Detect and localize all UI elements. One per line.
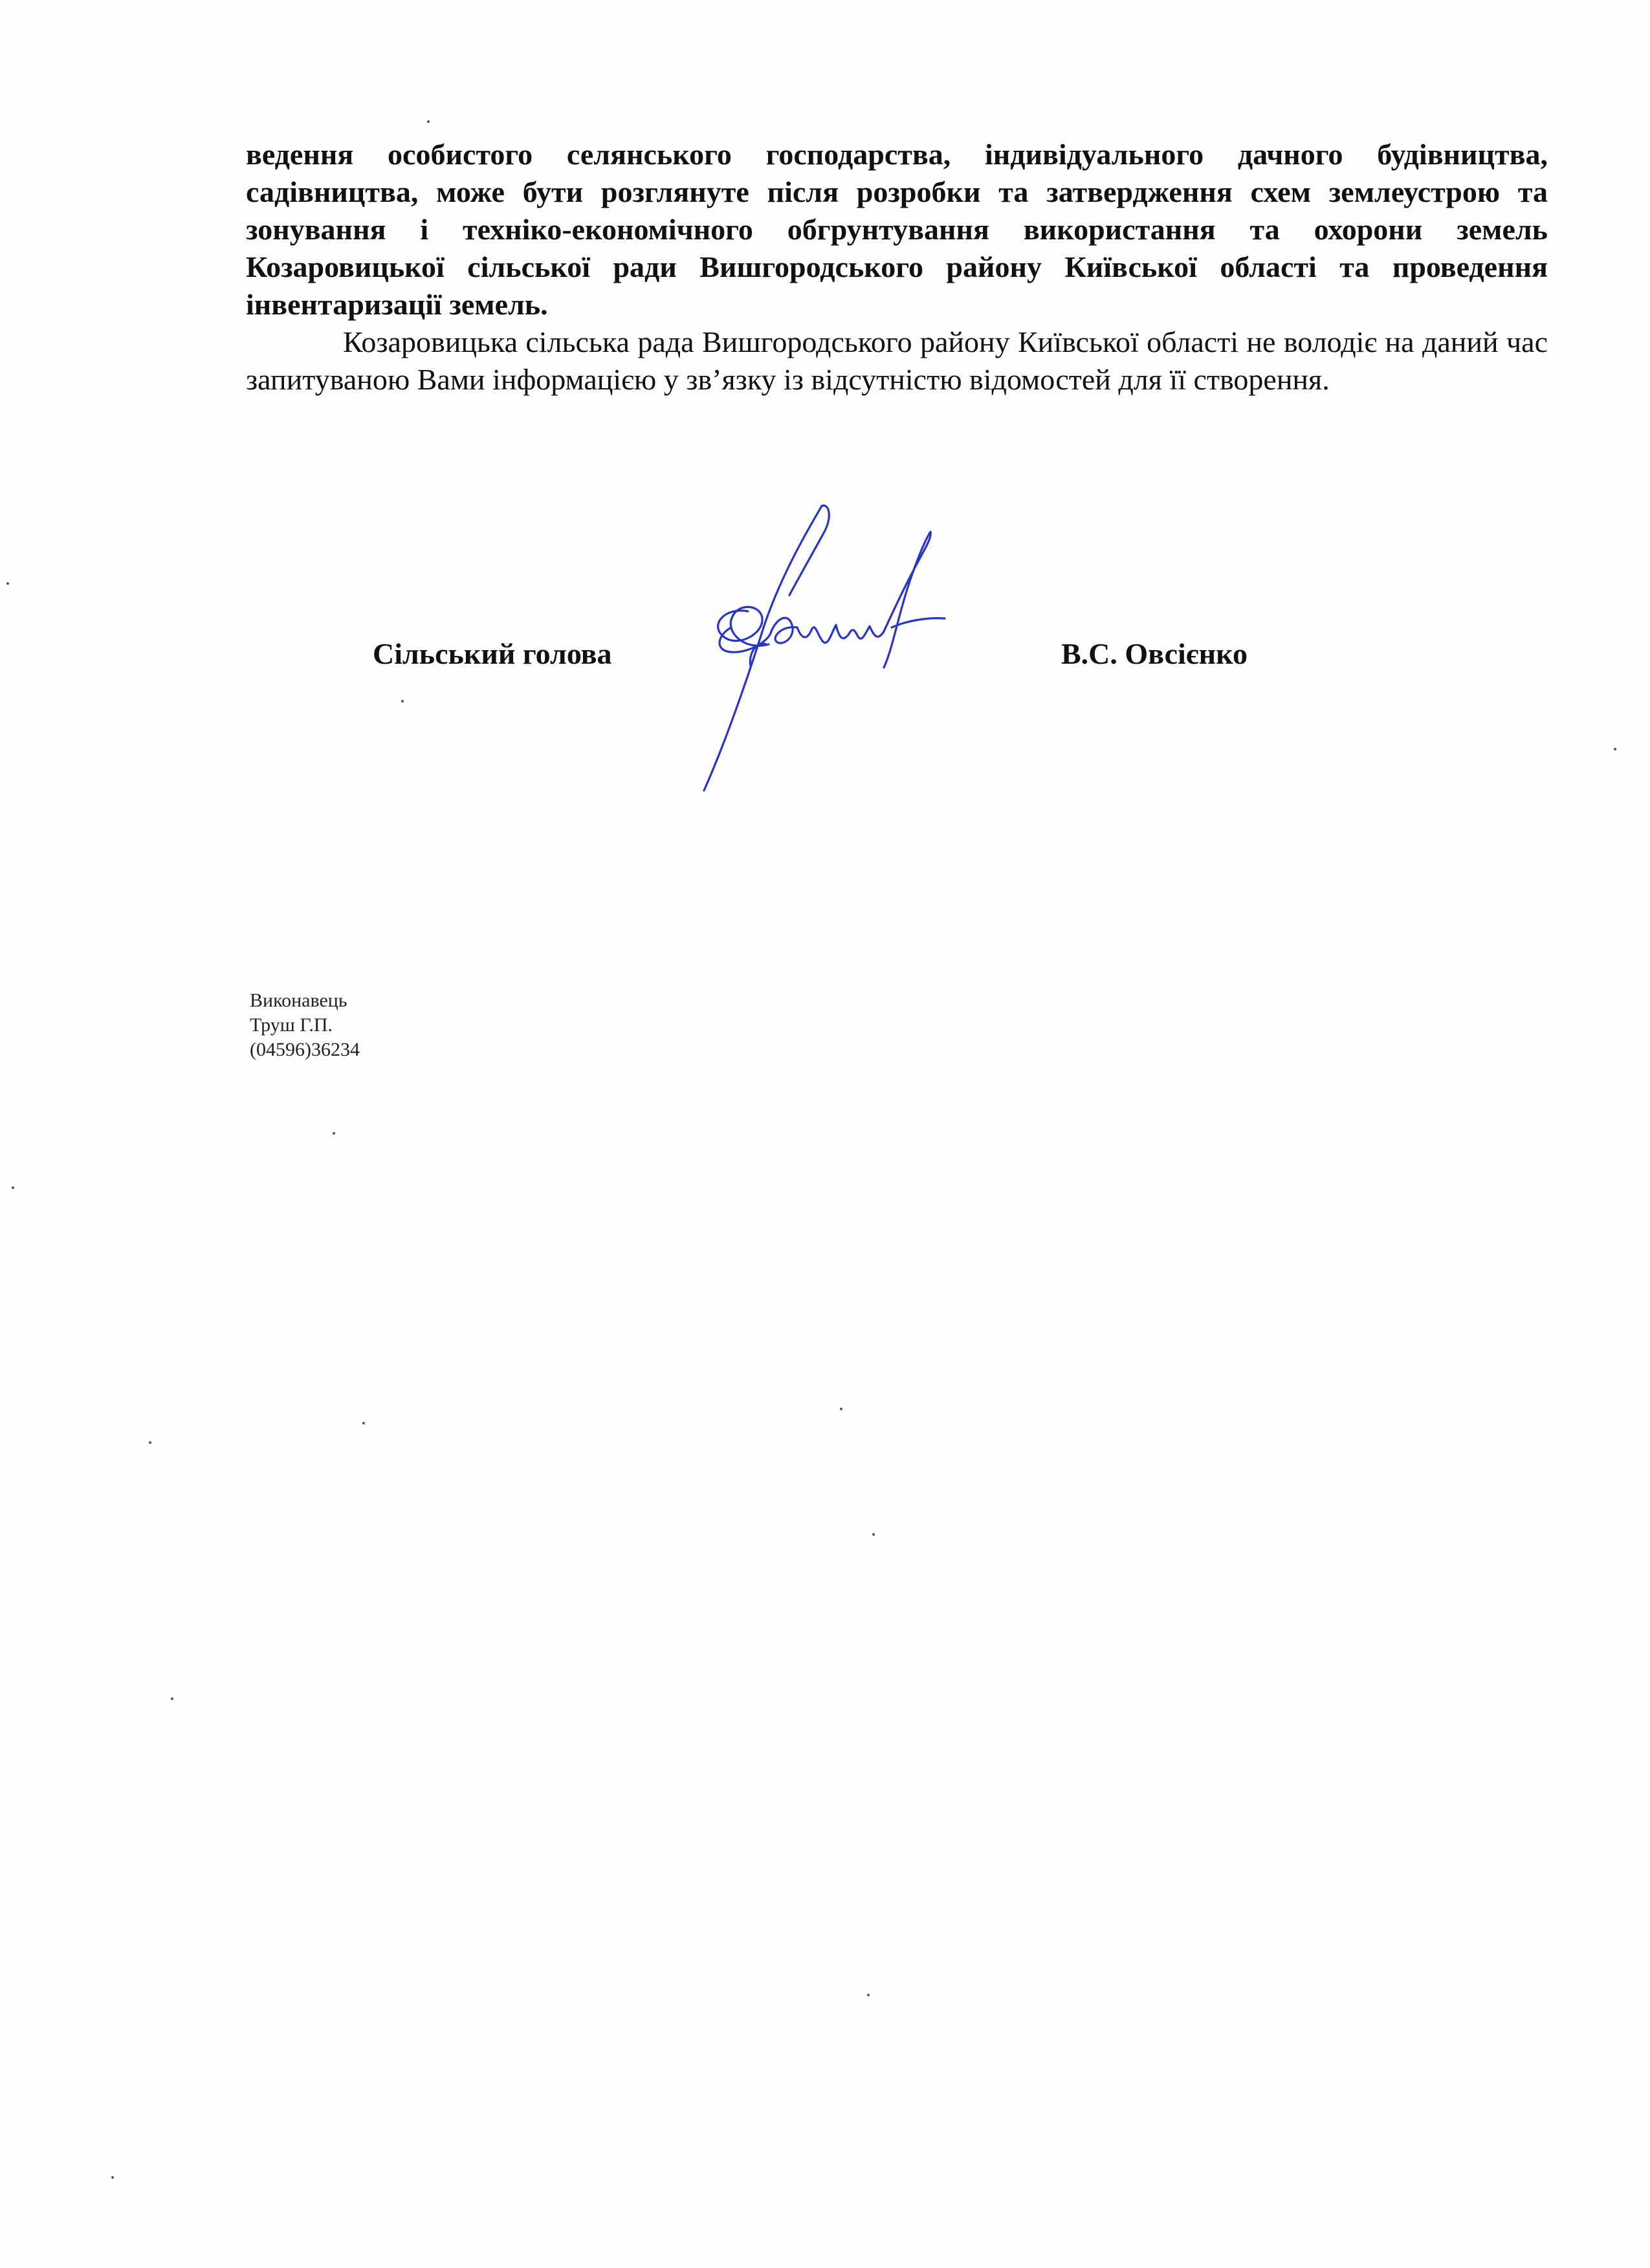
scan-speck: [171, 1697, 173, 1700]
signatory-name: В.С. Овсієнко: [1061, 637, 1248, 670]
scan-speck: [401, 700, 404, 703]
scan-speck: [362, 1422, 365, 1424]
scan-speck: [872, 1533, 875, 1536]
body-paragraph-bold: ведення особистого селянського господарства, індивідуального дачного будівництва, садівництва, може бути розглянуте після розробки та затвердження схем землеустрою та зонування і техніко-економічного обгрунтування використання та охорони земель Козаровицької сільської ради Вишгородського району Київської області та проведення інвентаризації земель.: [246, 138, 1548, 321]
scan-speck: [149, 1441, 151, 1444]
scan-speck: [12, 1186, 14, 1189]
scan-speck: [427, 120, 430, 123]
executor-phone: (04596)36234: [250, 1039, 360, 1060]
scan-speck: [333, 1132, 335, 1135]
executor-label: Виконавець: [250, 990, 347, 1011]
scan-speck: [6, 582, 9, 585]
executor-block: [250, 988, 360, 1062]
body-paragraph-regular: Козаровицька сільська рада Вишгородського району Київської області не володіє на даний час запитуваною Вами інформацією у зв’язку із відсутністю відомостей для її створення.: [246, 325, 1548, 396]
scan-speck: [111, 2176, 114, 2179]
signatory-title: Сільський голова: [373, 637, 612, 670]
scan-speck: [1614, 748, 1616, 750]
handwritten-signature: [686, 498, 996, 802]
signature-strokes: [704, 506, 945, 791]
executor-name: Труш Г.П.: [250, 1014, 333, 1036]
letter-body: [246, 136, 1548, 398]
scan-speck: [840, 1408, 842, 1410]
scan-speck: [867, 1994, 870, 1996]
